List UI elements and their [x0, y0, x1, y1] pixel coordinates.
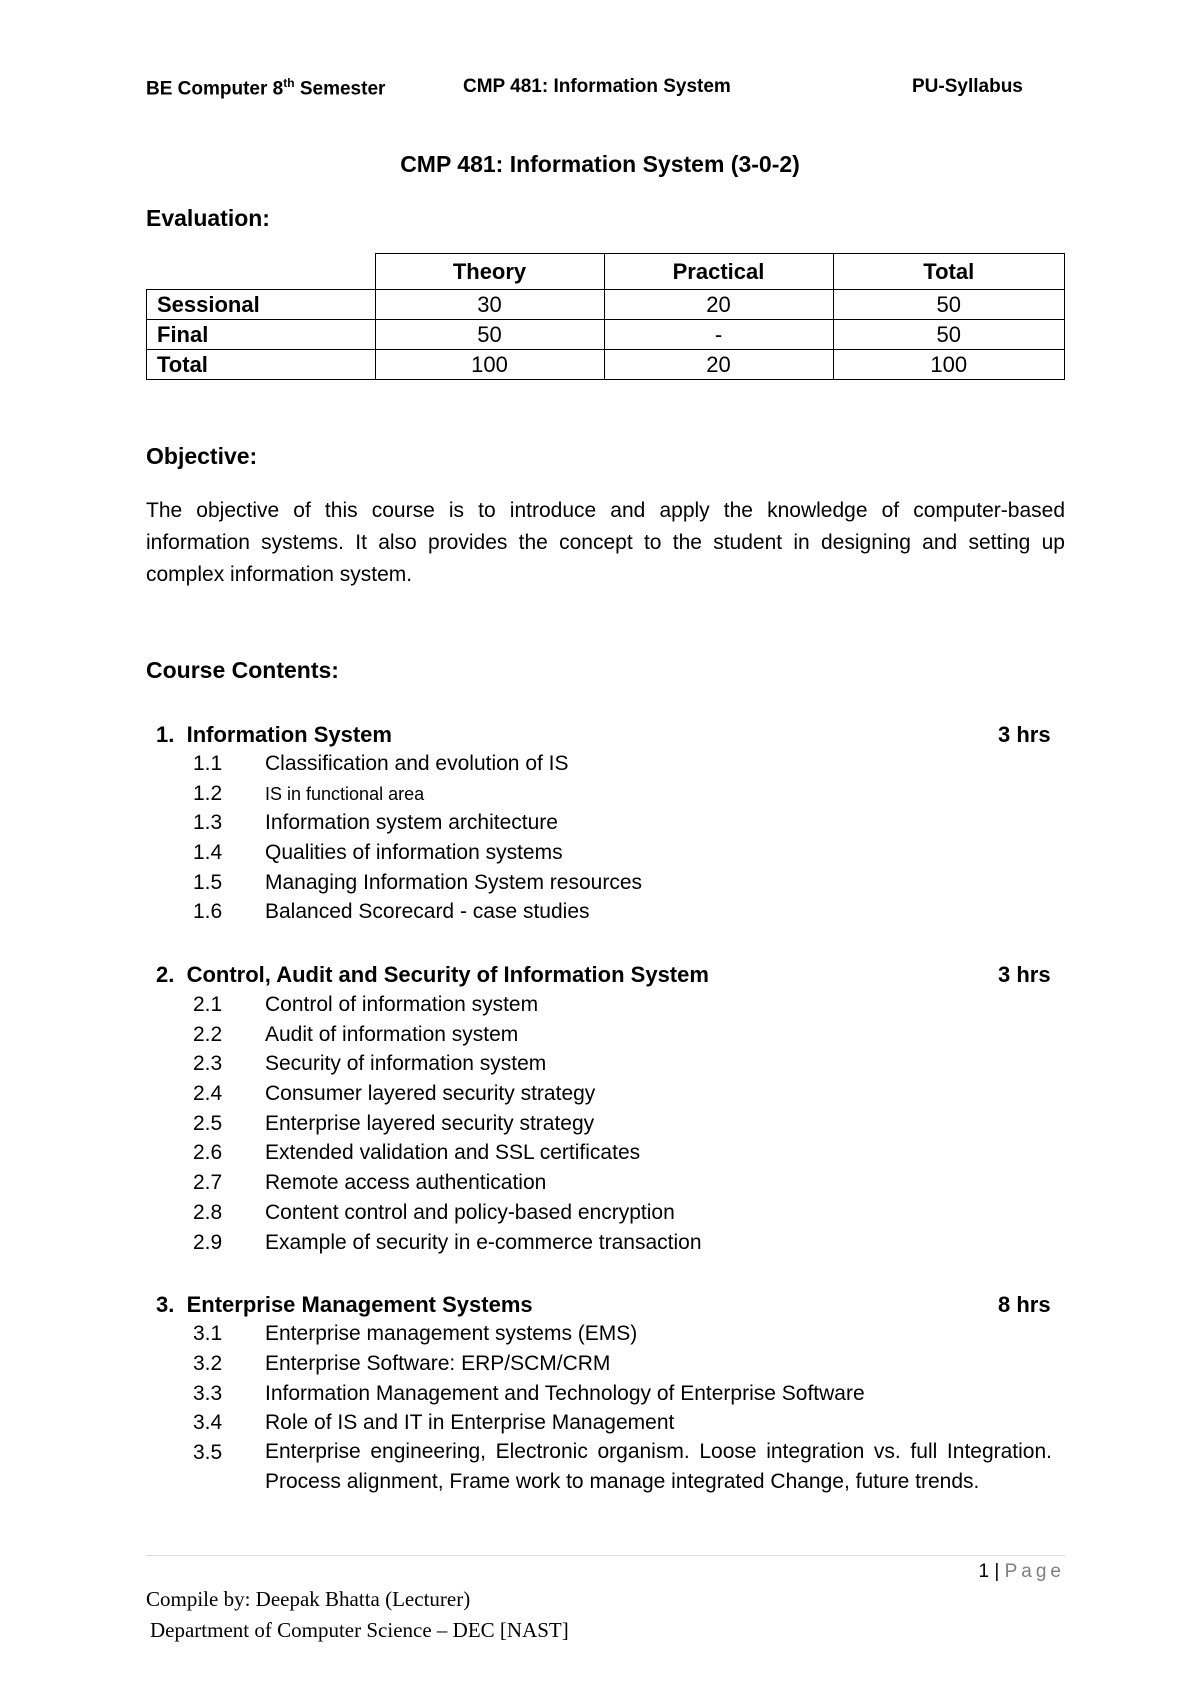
table-header-cell: Practical [604, 254, 833, 290]
table-header-cell: Theory [375, 254, 604, 290]
table-row-label: Total [147, 350, 376, 380]
header-syllabus: PU-Syllabus [912, 76, 1023, 97]
footer-department: Department of Computer Science – DEC [NAST] [150, 1618, 569, 1642]
table-row [147, 290, 1065, 320]
footer-compiled-by: Compile by: Deepak Bhatta (Lecturer) [146, 1587, 471, 1611]
chapter-hours: 8 hrs [998, 1292, 1051, 1317]
table-row-label: Final [147, 320, 376, 350]
evaluation-table [146, 253, 1065, 380]
footer-divider [146, 1555, 1065, 1556]
chapter-title: 3. Enterprise Management Systems [156, 1292, 533, 1317]
objective-heading: Objective: [146, 443, 258, 469]
table-header-cell: Total [833, 254, 1065, 290]
table-cell: 100 [833, 350, 1065, 380]
table-cell: - [604, 320, 833, 350]
table-corner-cell [147, 254, 376, 290]
table-cell: 20 [604, 290, 833, 320]
table-row [147, 320, 1065, 350]
header-level-tail: Semester [294, 78, 386, 100]
document-page: BE Computer 8th Semester CMP 481: Information System PU-Syllabus CMP 481: Information System (3-0-2) Evaluation: Theory Practical Total Sessional 30 20 50 Final 50 - 50 Total 100 20 100 Objective: The objective of this course is to introduce and apply the knowledge of computer-based information systems. It also provides the concept to the student in designing and setting up complex information system. Course Contents: 1. Information System 3 hrs 1.1 Classification and evolution of IS 1.2 IS in functional area 1.3 Information system architecture 1.4 Qualities of information systems 1.5 Managing Information System resources 1.6 Balanced Scorecard - case studies 2. Control, Audit and Security of Information System 3 hrs 2.1 Control of information system 2.2 Audit of information system 2.3 Security of information system 2.4 Consumer layered security strategy 2.5 Enterprise layered security strategy 2.6 Extended validation and SSL certificates 2.7 Remote access authentication 2.8 Content control and policy-based encryption 2.9 Example of security in e-commerce transaction 3. Enterprise Management Systems 8 hrs 3.1 Enterprise management systems (EMS) 3.2 Enterprise Software: ERP/SCM/CRM 3.3 Information Management and Technology of Enterprise Software 3.4 Role of IS and IT in Enterprise Management 3.5 Enterprise engineering, Electronic organism. Loose integration vs. full Integration. Process alignment, Frame work to manage integrated Change, future trends. 1 | Page Compile by: Deepak Bhatta (Lecturer) Department of Computer Science – DEC [NAST] [0, 0, 1200, 1696]
table-cell: 20 [604, 350, 833, 380]
table-header-row [147, 254, 1065, 290]
header-course-name: CMP 481: Information System [463, 76, 731, 97]
header-level-sup: th [283, 76, 295, 90]
page-title: CMP 481: Information System (3-0-2) [400, 151, 800, 177]
objective-text: The objective of this course is to introduce and apply the knowledge of computer-based information systems. It also provides the concept to the student in designing and setting up complex information system. [146, 499, 1065, 586]
table-cell: 100 [375, 350, 604, 380]
table-cell: 30 [375, 290, 604, 320]
course-contents-heading: Course Contents: [146, 657, 339, 683]
chapter-title: 2. Control, Audit and Security of Information System [156, 962, 709, 987]
evaluation-heading: Evaluation: [146, 205, 270, 231]
chapter-hours: 3 hrs [998, 962, 1051, 987]
table-cell: 50 [375, 320, 604, 350]
header-course-level [146, 76, 385, 100]
chapter-title: 1. Information System [156, 722, 392, 747]
table-cell: 50 [833, 320, 1065, 350]
table-row [147, 350, 1065, 380]
header-level-text: BE Computer 8 [146, 78, 284, 100]
chapter-hours: 3 hrs [998, 722, 1051, 747]
page-number: 1 | Page [978, 1561, 1065, 1582]
table-cell: 50 [833, 290, 1065, 320]
table-row-label: Sessional [147, 290, 376, 320]
